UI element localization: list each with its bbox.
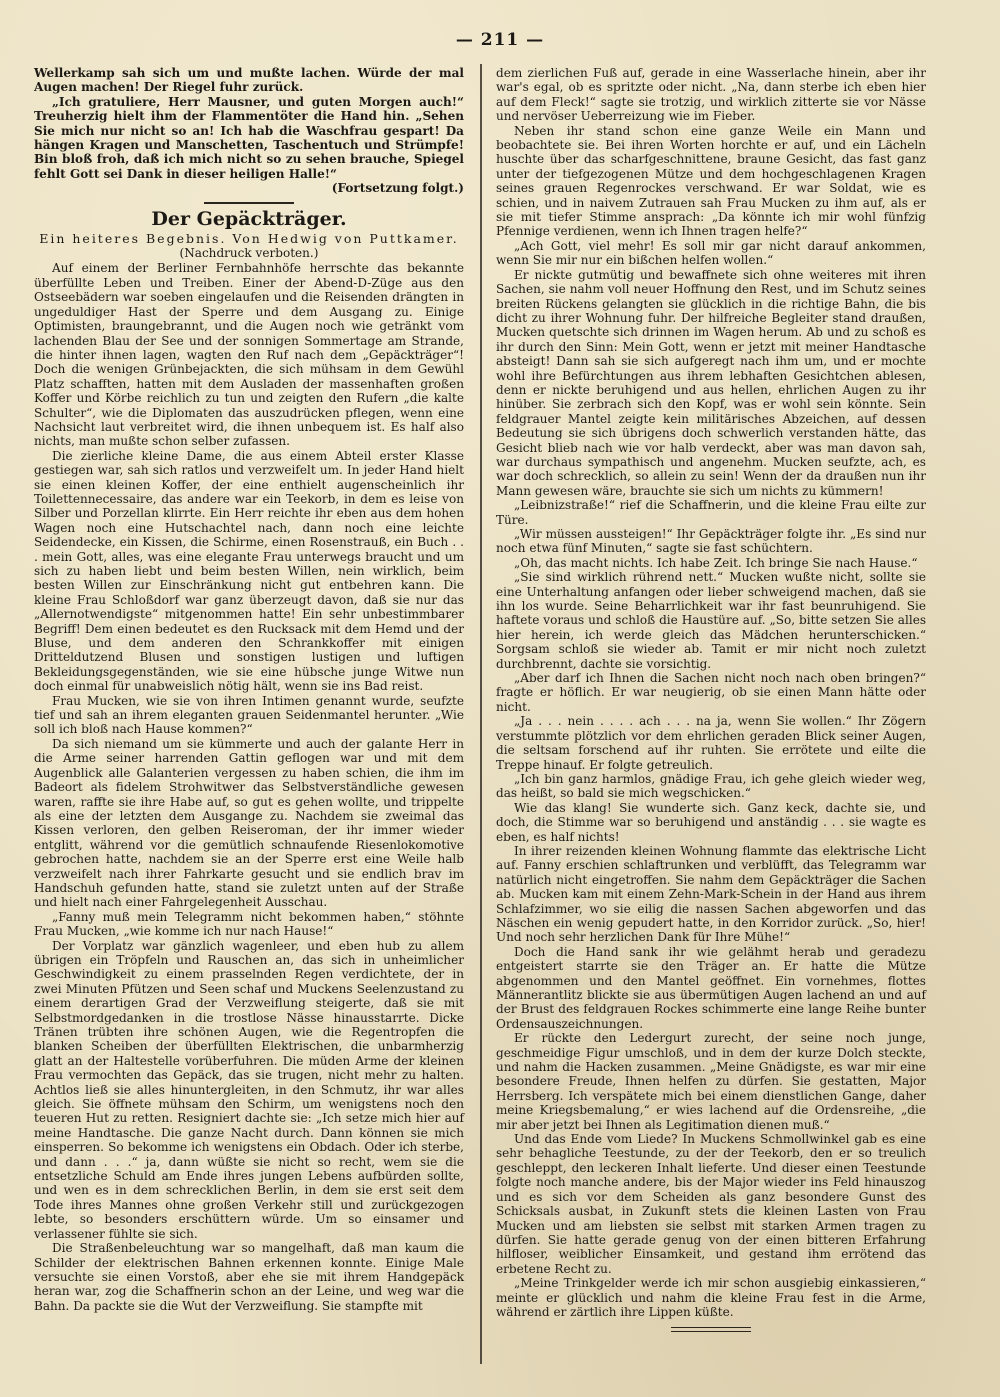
story-paragraph: Der Vorplatz war gänzlich wagenleer, und eben hub zu allem übrigen ein Tröpfeln und Rauschen an, das sich in unheimlicher Geschwindigkeit zu einem prasselnden Regen verdichtete, der in zwei Minuten Pfützen und Seen schaf und Muckens Seelenzustand zu einem derartigen Grad der Verzweiflung steigerte, daß sie mit Selbstmordgedanken in die trostlose Nässe hinausstarrte. Dicke Tränen trübten ihre schönen Augen, wie die Regentropfen die blanken Scheiben der überfüllten Elektrischen, die unbarmherzig glatt an der Haltestelle vorüberfuhren. Die müden Arme der kleinen Frau vermochten das Gepäck, das sie trugen, nicht mehr zu halten. Achtlos ließ sie alles hinuntergleiten, in den Schmutz, ihr war alles gleich. Sie öffnete mühsam den Schirm, um wenigstens noch den teueren Hut zu retten. Resigniert dachte sie: „Ich setze mich hier auf meine Handtasche. Die ganze Nacht durch. Dann können sie mich einsperren. So bekomme ich wenigstens ein Obdach. Oder ich sterbe, und dann . . .“ ja, dann wüßte sie nicht so recht, wem sie die entsetzliche Schuld am Ende ihres jungen Lebens aufbürden sollte, und wen es in dem schrecklichen Berlin, in dem sie erst seit dem Tode ihres Mannes ohne großen Verkehr still und zurückgezogen lebte, so besonders erschüttern würde. Um so einsamer und verlassener fühlte sie sich.: [34, 938, 464, 1241]
story-paragraph: dem zierlichen Fuß auf, gerade in eine Wasserlache hinein, aber ihr war's egal, ob es spritzte oder nicht. „Na, dann sterbe ich eben hier auf dem Fleck!“ sagte sie trotzig, und wirklich zitterte sie vor Nässe und nervöser Ueberreizung wie im Fieber.: [496, 66, 926, 124]
story-paragraph: „Meine Trinkgelder werde ich mir schon ausgiebig einkassieren,“ meinte er glücklich und nahm die kleine Frau fest in die Arme, während er zärtlich ihre Lippen küßte.: [496, 1276, 926, 1319]
story-byline: Ein heiteres Begebnis. Von Hedwig von Puttkamer.: [39, 230, 459, 246]
end-divider: [671, 1327, 751, 1332]
story-paragraph: „Ich bin ganz harmlos, gnädige Frau, ich gehe gleich wieder weg, das heißt, so bald sie mich wegschicken.“: [496, 771, 926, 801]
story-paragraph: In ihrer reizenden kleinen Wohnung flammte das elektrische Licht auf. Fanny erschien schlaftrunken und verblüfft, das Telegramm war natürlich nicht eingetroffen. Sie nahm dem Gepäckträger die Sachen ab. Mucken kam mit einem Zehn-Mark-Schein in der Hand aus ihrem Schlafzimmer, wo sie eilig die nassen Sachen abgeworfen und das Näschen ein wenig gepudert hatte, in den Korridor zurück. „So, hier! Und noch sehr herzlichen Dank für Ihre Mühe!“: [496, 843, 926, 945]
story-paragraph: „Aber darf ich Ihnen die Sachen nicht noch nach oben bringen?“ fragte er höflich. Er war neugierig, ob sie einen Mann hätte oder nicht.: [496, 671, 926, 714]
story-paragraph: Neben ihr stand schon eine ganze Weile ein Mann und beobachtete sie. Bei ihren Worten horchte er auf, und ein Lächeln huschte über das scharfgeschnittene, braune Gesicht, das fast ganz unter der tiefgezogenen Mütze und dem hochgeschlagenen Kragen seines grauen Regenrockes verschwand. Er war Soldat, wie es schien, und in naivem Zutrauen sah Frau Mucken zu ihm auf, als er sie mit tiefer Stimme ansprach: „Da könnte ich mir wohl fünfzig Pfennige verdienen, wenn ich Ihnen tragen helfe?“: [496, 123, 926, 239]
story-paragraph: „Wir müssen aussteigen!“ Ihr Gepäckträger folgte ihr. „Es sind nur noch etwa fünf Minuten,“ sagte sie fast schüchtern.: [496, 527, 926, 556]
story-paragraph: Da sich niemand um sie kümmerte und auch der galante Herr in die Arme seiner harrenden Gattin geflogen war und mit dem Augenblick alle Galanterien vergessen zu haben schien, die ihm im Badeort als fidelem Strohwitwer das Selbstverständliche gewesen waren, raffte sie ihre Habe auf, so gut es gehen wollte, und trippelte als eine der letzten dem Ausgange zu. Nachdem sie zweimal das Kissen verloren, den gelben Reiseroman, der ihr immer wieder entglitt, während vor die gemütlich schnaufende Riesenlokomotive gebrochen hatte, nachdem sie an der Sperre erst eine Weile halb verzweifelt nach ihrer Fahrkarte gesucht und sie endlich brav im Handschuh gefunden hatte, stand sie zuletzt unten auf der Straße und hielt nach einer Fahrgelegenheit Ausschau.: [34, 736, 464, 910]
page-number: — 211 —: [455, 30, 545, 50]
story-paragraph: Die Straßenbeleuchtung war so mangelhaft, daß man kaum die Schilder der elektrischen Bahnen erkennen konnte. Einige Male versuchte sie einen Vorstoß, aber ehe sie mit ihrem Handgepäck heran war, zog die Schaffnerin schon an der Leine, und weg war die Bahn. Da packte sie die Wut der Verzweiflung. Sie stampfte mit: [34, 1241, 464, 1313]
story-paragraph: „Fanny muß mein Telegramm nicht bekommen haben,“ stöhnte Frau Mucken, „wie komme ich nur nach Hause!“: [34, 909, 464, 939]
story-paragraph: Er rückte den Ledergurt zurecht, der seine noch junge, geschmeidige Figur umschloß, und in dem der kurze Dolch steckte, und nahm die Hacken zusammen. „Meine Gnädigste, es war mir eine besondere Freude, Ihnen helfen zu dürfen. Sie gestatten, Major Herrsberg. Ich verspätete mich bei einem dienstlichen Gange, daher meine Kriegsbemalung,“ er wies lachend auf die Ordensreihe, „die mir aber jetzt bei Ihnen als Legitimation dienen muß.“: [496, 1031, 926, 1132]
continuation-note: (Fortsetzung folgt.): [331, 181, 464, 196]
title-divider: [204, 202, 294, 204]
previous-story-ending: [34, 66, 464, 196]
story-paragraph: Wie das klang! Sie wunderte sich. Ganz keck, dachte sie, und doch, die Stimme war so beruhigend und anständig . . . sie wagte es eben, es half nichts!: [496, 800, 926, 844]
story-paragraph: „Sie sind wirklich rührend nett.“ Mucken wußte nicht, sollte sie eine Unterhaltung anfangen oder lieber schweigend machen, daß sie ihn los wurde. Seine Beharrlichkeit war ihr fast beunruhigend. Sie haftete voraus und schloß die Haustüre auf. „So, bitte setzen Sie alles hier herein, ich werde gleich das Mädchen herunterschicken.“ Sorgsam schloß sie wieder ab. Tamit er mir nicht noch zuletzt durchbrennt, dachte sie vorsichtig.: [496, 570, 926, 671]
story-paragraph: Und das Ende vom Liede? In Muckens Schmollwinkel gab es eine sehr behagliche Teestunde, zu der der Teekorb, den er so treulich geschleppt, den leckeren Inhalt lieferte. Und dieser einen Teestunde folgte noch manche andere, bis der Major wieder ins Feld hinauszog und es sich vor dem Scheiden als ganz besondere Gunst des Schicksals ausbat, in Zukunft stets die kleinen Lasten von Frau Mucken und am liebsten sie selbst mit starken Armen tragen zu dürfen. Sie hatte gerade genug von der einen bitteren Erfahrung hilfloser, weiblicher Einsamkeit, und gestand ihm errötend das erbetene Recht zu.: [496, 1132, 926, 1276]
story-title: Der Gepäckträger.: [151, 207, 347, 230]
story-paragraph: „Ach Gott, viel mehr! Es soll mir gar nicht darauf ankommen, wenn Sie mir nur ein bißchen helfen wollen.“: [496, 238, 926, 268]
left-column: [34, 66, 464, 1313]
story-paragraph: „Leibnizstraße!“ rief die Schaffnerin, und die kleine Frau eilte zur Türe.: [496, 498, 926, 527]
column-divider: [480, 64, 482, 1364]
story-paragraph: „Ja . . . nein . . . . ach . . . na ja, wenn Sie wollen.“ Ihr Zögern verstummte plötzlich vor dem ehrlichen geraden Blick seiner Augen, die seltsam forschend auf ihr ruhten. Sie errötete und eilte die Treppe hinauf. Er folgte getreulich.: [496, 714, 926, 772]
prev-paragraph: „Ich gratuliere, Herr Mausner, und guten Morgen auch!“ Treuherzig hielt ihm der Flammentöter die Hand hin. „Sehen Sie mich nur nicht so an! Ich hab die Waschfrau gespart! Da hängen Kragen und Manschetten, Taschentuch und Strümpfe! Bin bloß froh, daß ich mich nicht so zu sehen brauche, Spiegel fehlt Gott sei Dank in dieser heiligen Halle!“: [34, 94, 464, 181]
story-paragraph: Er nickte gutmütig und bewaffnete sich ohne weiteres mit ihren Sachen, sie nahm voll neuer Hoffnung den Rest, und im Schutz seines breiten Rückens gelangten sie glücklich in die richtige Bahn, die bis dicht zu ihrer Wohnung fuhr. Der hilfreiche Begleiter stand draußen, Mucken quetschte sich drinnen im Wagen herum. Ab und zu schoß es ihr durch den Sinn: Mein Gott, wenn er jetzt mit meiner Handtasche absteigt! Dann sah sie sich aufgeregt nach ihm um, und er mochte wohl ihre Befürchtungen aus ihrem lebhaften Gesichtchen ablesen, denn er nickte beruhigend und aus hellen, ehrlichen Augen zu ihr hinüber. Sie zerbrach sich den Kopf, was er wohl sein könnte. Sein feldgrauer Mantel zeigte kein militärisches Abzeichen, auf dessen Bedeutung sie sich übrigens doch schwerlich verstanden hätte, das Gesicht blieb nach wie vor halb verdeckt, aber was man davon sah, war durchaus sympathisch und angenehm. Mucken seufzte, ach, es war doch schrecklich, so allein zu sein! Wenn der da draußen nun ihr Mann gewesen wäre, brauchte sie sich um nichts zu kümmern!: [496, 267, 926, 498]
story-paragraph: Die zierliche kleine Dame, die aus einem Abteil erster Klasse gestiegen war, sah sich ratlos und verzweifelt um. In jeder Hand hielt sie einen kleinen Koffer, der eine enthielt augenscheinlich ihr Toilettennecessaire, das andere war ein Teekorb, in dem es leise von Silber und Porzellan klirrte. Ein Herr reichte ihr eben aus dem hohen Wagen noch eine Hutschachtel nach, dann noch eine leichte Seidendecke, ein Kissen, die Schirme, einen Rosenstrauß, ein Buch . . . mein Gott, alles, was eine elegante Frau unterwegs braucht und um sich zu haben liebt und beim besten Willen, nein wirklich, beim besten Willen zur Einschränkung nicht gut entbehren kann. Die kleine Frau Schloßdorf war ganz überzeugt davon, daß sie nur das „Allernotwendigste“ mitgenommen hatte! Ein sehr unbestimmbarer Begriff! Dem einen bedeutet es den Rucksack mit dem Hemd und der Bluse, und dem anderen den Schrankkoffer mit einigen Dritteldutzend Blusen und sonstigen lustigen und luftigen Bekleidungsgegenständen, wie sie eine hübsche junge Witwe nun doch einmal für unabweislich nötig hält, wenn sie ins Bad reist.: [34, 448, 464, 694]
right-column: [496, 66, 926, 1332]
story-paragraph: Doch die Hand sank ihr wie gelähmt herab und geradezu entgeistert starrte sie den Träger an. Er hatte die Mütze abgenommen und den Mantel geöffnet. Ein vornehmes, flottes Männerantlitz blickte sie aus übermütigen Augen lachend an und auf der Brust des feldgrauen Rockes schimmerte eine lange Reihe bunter Ordensauszeichnungen.: [496, 944, 926, 1031]
reprint-note: (Nachdruck verboten.): [179, 246, 319, 261]
story-paragraph: Auf einem der Berliner Fernbahnhöfe herrschte das bekannte überfüllte Leben und Treiben. Einer der Abend-D-Züge aus den Ostseebädern war soeben eingelaufen und die Reisenden drängten in ungeduldiger Hast der Sperre und dem Ausgang zu. Einige Optimisten, braungebrannt, und die Augen noch wie getränkt vom lachenden Blau der See und der sonnigen Sommertage am Strande, die hinter ihnen lagen, wagten den Ruf nach dem „Gepäckträger“! Doch die wenigen Grünbejackten, die sich mühsam in dem Gewühl Platz schafften, hatten mit dem Ausladen der massenhaften großen Koffer und Körbe reichlich zu tun und zeigten den Rufern „die kalte Schulter“, wie die Diplomaten das auszudrücken pflegen, wenn eine Nachsicht laut verbreitet wird, die ihnen unbequem ist. Es half also nichts, man mußte schon selber zufassen.: [34, 261, 464, 449]
prev-paragraph: Wellerkamp sah sich um und mußte lachen. Würde der mal Augen machen! Der Riegel fuhr zurück.: [34, 66, 464, 95]
story-paragraph: Frau Mucken, wie sie von ihren Intimen genannt wurde, seufzte tief und sah an ihrem eleganten grauen Seidenmantel herunter. „Wie soll ich bloß nach Hause kommen?“: [34, 693, 464, 737]
story-paragraph: „Oh, das macht nichts. Ich habe Zeit. Ich bringe Sie nach Hause.“: [514, 555, 918, 570]
